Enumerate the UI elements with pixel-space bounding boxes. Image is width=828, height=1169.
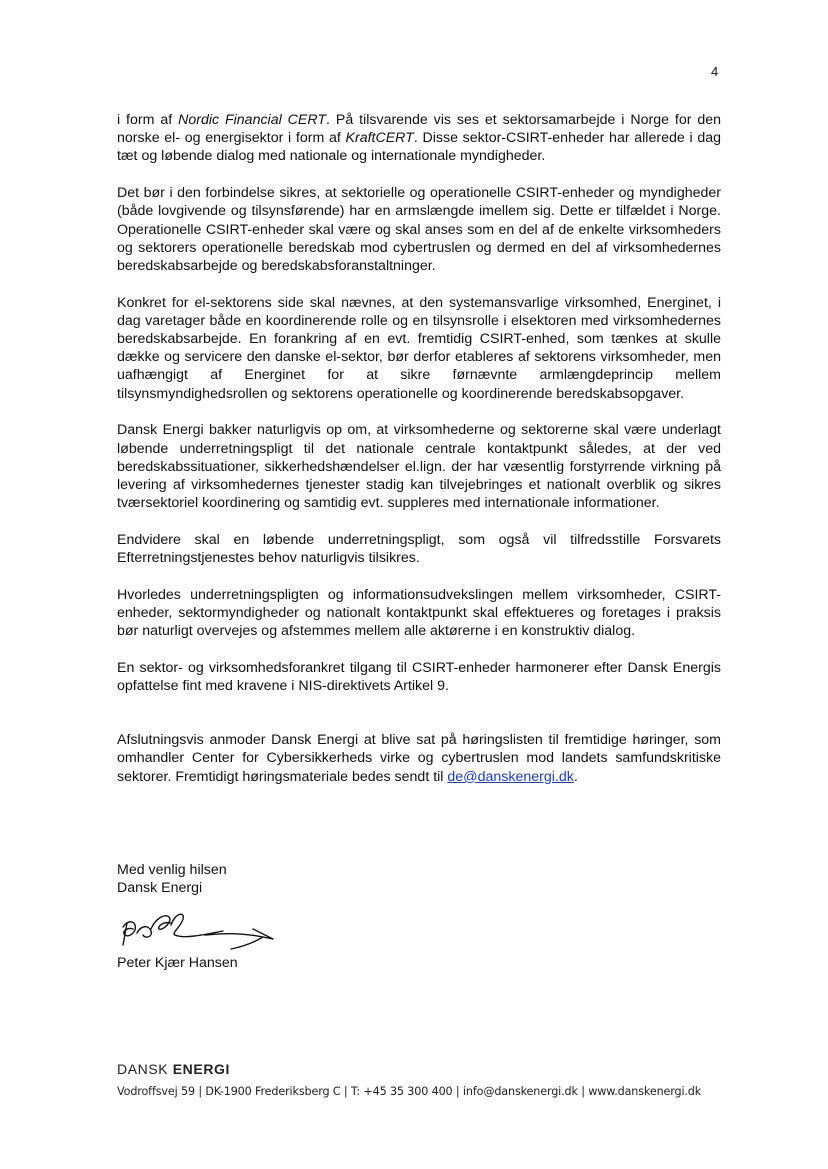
paragraph-2: Det bør i den forbindelse sikres, at sektorielle og operationelle CSIRT-enheder og myndigheder (både lovgivende og tilsynsførende) har en armslængde imellem sig. Dette er tilfældet i Norge. Operationelle CSIRT-enheder skal være og skal anses som en del af de enkelte virksomheders og sektorers operationelle beredskab mod cybertruslen og dermed en del af virksomhedernes beredskabsarbejde og beredskabsforanstaltninger. bbox=[117, 185, 721, 274]
footer-address: Vodroffsvej 59 | DK-1900 Frederiksberg C | T: +45 35 300 400 | info@danskenergi.dk | www.danskenergi.dk bbox=[117, 1085, 702, 1098]
footer-brand-logo: DANSK ENERGI bbox=[117, 1061, 231, 1077]
kraftcert: KraftCERT bbox=[345, 130, 414, 147]
paragraph-1: i form af Nordic Financial CERT. På tilsvarende vis ses et sektorsamarbejde i Norge for den norske el- og energisektor i form af KraftCERT. Disse sektor-CSIRT-enheder har allerede i dag tæt og løbende dialog med nationale og internationale myndigheder. bbox=[117, 112, 722, 165]
page-number: 4 bbox=[711, 64, 719, 79]
handwritten-signature bbox=[113, 905, 278, 955]
paragraph-6: Hvorledes underretningspligten og informationsudvekslingen mellem virksomheder, CSIRT-enheder, sektormyndigheder og nationalt kontaktpunkt skal effektueres og foretages i praksis bør naturligt overvejes og afstemmes mellem alle aktørerne i en konstruktiv dialog. bbox=[117, 586, 721, 640]
signoff bbox=[117, 861, 227, 897]
paragraph-4: Dansk Energi bakker naturligvis op om, at virksomhederne og sektorerne skal være underlagt løbende underretningspligt til det nationale centrale kontaktpunkt således, at der ved beredskabssituationer, sikkerhedshændelser el.lign. der har væsentlig forstyrrende virkning på levering af virksomhedernes tjenester stadig kan tilvejebringes et nationalt overblik og sikres tværsektoriel koordinering og samtidig evt. suppleres med internationale informationer. bbox=[117, 422, 721, 512]
greeting: Med venlig hilsen bbox=[117, 862, 227, 878]
paragraph-5: Endvidere skal en løbende underretningspligt, som også vil tilfredsstille Forsvarets Efterretningstjenestes behov naturligvis tilsikres. bbox=[117, 531, 721, 567]
closing-paragraph: Afslutningsvis anmoder Dansk Energi at blive sat på høringslisten til fremtidige høringer, som omhandler Center for Cybersikkerheds virke og cybertruslen mod landets samfundskritiske sektorer. Fremtidigt høringsmateriale bedes sendt til de@danskenergi.dk. bbox=[117, 732, 721, 785]
nordic-financial-cert: Nordic Financial CERT bbox=[178, 112, 327, 128]
signer-name: Peter Kjær Hansen bbox=[117, 955, 238, 971]
paragraph-3: Konkret for el-sektorens side skal nævnes, at den systemansvarlige virksomhed, Energinet, i dag varetager både en koordinerende rolle og en tilsynsrolle i elsektoren med virksomhedernes beredskabsarbejde. En forankring af en evt. fremtidig CSIRT-enhed, som tænkes at skulle dække og servicere den danske el-sektor, bør derfor etableres af sektorens virksomheder, men uafhængigt af Energinet for at sikre førnævnte armlængdeprincip mellem tilsynsmyndighedsrollen og sektorens operationelle og koordinerende beredskabsopgaver. bbox=[117, 294, 721, 402]
organization-name: Dansk Energi bbox=[117, 880, 203, 897]
email-link[interactable]: de@danskenergi.dk bbox=[447, 768, 574, 785]
letter-body bbox=[117, 111, 721, 804]
paragraph-7: En sektor- og virksomhedsforankret tilgang til CSIRT-enheder harmonerer efter Dansk Energis opfattelse fint med kravene i NIS-direktivets Artikel 9. bbox=[117, 659, 721, 695]
